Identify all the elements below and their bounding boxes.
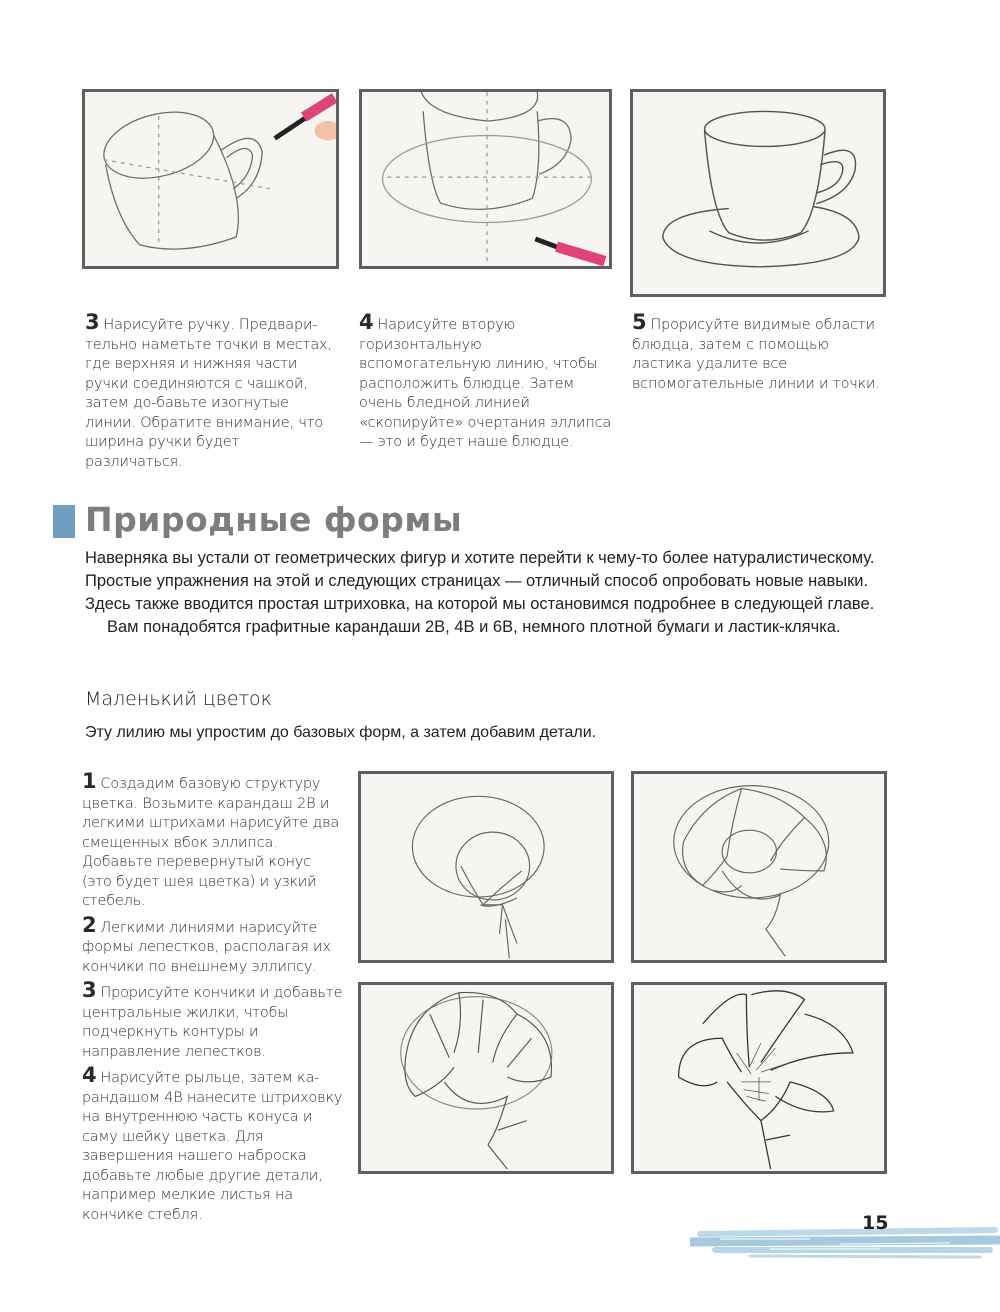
flower-step-2: [82, 912, 344, 978]
flower-step3-illustration: [358, 982, 614, 1174]
section-body: [85, 547, 915, 639]
step-number: 4: [82, 1063, 97, 1087]
page-number: 15: [862, 1212, 889, 1234]
cup-step3-sketch: [85, 92, 336, 266]
flower-step-1: [82, 769, 344, 912]
cup-step4-sketch: [362, 92, 609, 266]
flower-step-4: [82, 1063, 344, 1225]
cup-step-3: [85, 310, 335, 472]
cup-step3-illustration: [82, 89, 339, 269]
section-accent-bar: [53, 505, 75, 538]
step-text: Прорисуйте видимые области блюдца, затем с помощью ластика удалите все вспомогательные линии и точки.: [632, 317, 880, 392]
step-text: Нарисуйте вторую горизонтальную вспомогательную линию, чтобы расположить блюдце. Затем очень бледной линией «скопируйте» очертания эллипса — это и будет наше блюдце.: [359, 317, 612, 450]
step-number: 1: [82, 769, 97, 793]
flower-step2-illustration: [631, 771, 887, 963]
flower-steps: [82, 769, 344, 1229]
step-number: 4: [359, 310, 374, 334]
cup-step5-sketch: [633, 92, 883, 294]
section-title: Природные формы: [85, 500, 463, 539]
brush-stroke-decoration: [690, 1222, 1000, 1262]
step-text: Создадим базовую структуру цветка. Возьмите карандаш 2B и легкими штрихами нарисуйте два смещенных вбок эллипса. Добавьте перевернутый конус (это будет шея цветка) и узкий стебель.: [82, 776, 340, 909]
step-text: Легкими линиями нарисуйте формы лепестков, располагая их кончики по внешнему эллипсу.: [82, 919, 331, 975]
subsection-intro: Эту лилию мы упростим до базовых форм, а затем добавим детали.: [85, 724, 597, 741]
step-text: Нарисуйте рыльце, затем ка-рандашом 4B нанесите штриховку на внутреннюю часть конуса и саму шейку цветка. Для завершения нашего наброска добавьте любые другие детали, например мелкие листья на кончике стебля.: [82, 1070, 343, 1223]
cup-step4-illustration: [359, 89, 612, 269]
cup-step-5: [632, 310, 882, 394]
section-paragraph-1: Наверняка вы устали от геометрических фигур и хотите перейти к чему-то более натуралистическому. Простые упражнения на этой и следующих страницах — отличный способ опробовать новые навыки. Здесь также вводится простая штриховка, на которой мы остановимся подробнее в следующей главе.: [85, 549, 875, 613]
flower-step-3: [82, 978, 344, 1062]
section-paragraph-2: Вам понадобятся графитные карандаши 2B, 4B и 6B, немного плотной бумаги и ластик-клячка.: [107, 618, 841, 636]
step-number: 3: [82, 978, 97, 1002]
flower-step3-sketch: [361, 985, 611, 1171]
step-number: 3: [85, 310, 100, 334]
flower-step1-illustration: [358, 771, 614, 963]
step-number: 5: [632, 310, 647, 334]
cup-step5-illustration: [630, 89, 886, 297]
step-number: 2: [82, 912, 97, 937]
subsection-title: Маленький цветок: [85, 688, 272, 710]
step-text: Нарисуйте ручку. Предвари-тельно наметьте точки в местах, где верхняя и нижняя части ручки соединяются с чашкой, затем до-бавьте изогнутые линии. Обратите внимание, что ширина ручки будет различаться.: [85, 317, 332, 470]
flower-step1-sketch: [361, 774, 611, 960]
step-text: Прорисуйте кончики и добавьте центральные жилки, чтобы подчеркнуть контуры и направление лепестков.: [82, 985, 343, 1060]
flower-step4-sketch: [634, 985, 884, 1171]
cup-step-4: [359, 310, 614, 453]
flower-step4-illustration: [631, 982, 887, 1174]
flower-step2-sketch: [634, 774, 884, 960]
